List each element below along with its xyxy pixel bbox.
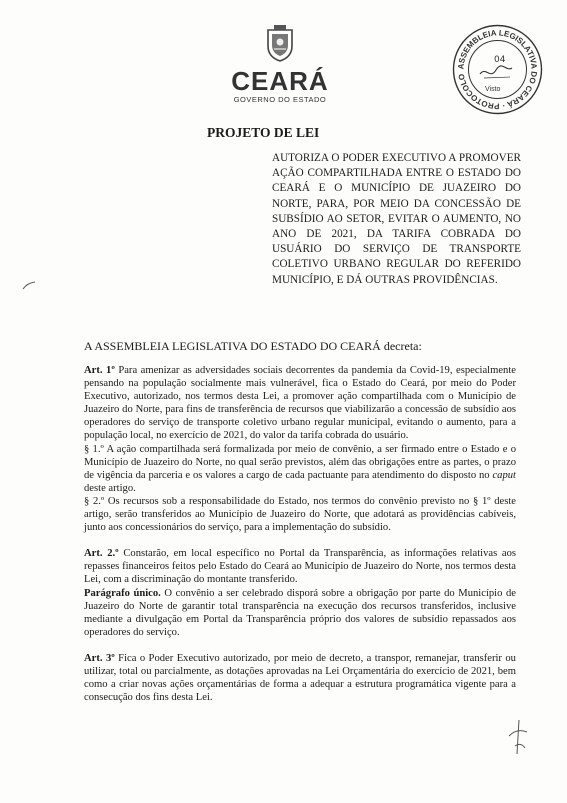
article-2-sole-paragraph	[84, 587, 516, 639]
document-title: PROJETO DE LEI	[207, 125, 320, 140]
article-2-text: Constarão, em local específico no Portal da Transparência, as informações relativas aos repasses financeiros feitos pelo Estado do Ceará ao Município de Juazeiro do Norte, nos termos desta Lei, com a discriminação do montante transferido.	[84, 548, 517, 586]
paragraph-1-text-a: A ação compartilhada será formalizada por meio de convênio, a ser firmado entre o Estado e o Município de Juazeiro do Norte, no qual serão previstos, além das obrigações entre as partes, o prazo de vigência da parceria e os valores a cargo de cada pactuante para atendimento do disposto no	[84, 443, 516, 481]
article-3-label: Art. 3º	[84, 652, 115, 664]
seal-icon	[450, 22, 545, 117]
paragraph-1-label: § 1.º	[84, 443, 104, 455]
stamp-visto: Visto	[485, 86, 501, 93]
enacting-prefix: A	[84, 339, 95, 353]
paragraph-2-text: Os recursos sob a responsabilidade do Estado, nos termos do convênio previsto no § 1º deste artigo, serão transferidos ao Município de Juazeiro do Norte, que adotará as providências cabíveis, junto aos concessionários do serviço, para a implementação do subsídio.	[84, 495, 516, 534]
enacting-body: ASSEMBLEIA LEGISLATIVA DO ESTADO DO CEARÁ	[94, 339, 381, 353]
sole-paragraph-text: O convênio a ser celebrado disporá sobre a obrigação por parte do Município de Juazeiro do Norte de garantir total transparência na execução dos recursos transferidos, inclusive mediante a divulgação em Portal da Transparência próprio dos valores de subsídio repassados aos operadores do serviço.	[84, 587, 516, 638]
article-2-label: Art. 2.º	[84, 548, 119, 560]
coat-of-arms-icon	[265, 24, 295, 62]
paragraph-1-text-b: deste artigo.	[84, 482, 136, 494]
stamp-number: 04	[494, 55, 506, 65]
article-3	[84, 652, 516, 704]
paragraph-1-italic: caput	[492, 469, 516, 481]
protocol-stamp	[450, 22, 545, 117]
ementa: AUTORIZA O PODER EXECUTIVO A PROMOVER AÇÃO COMPARTILHADA ENTRE O ESTADO DO CEARÁ E O MUNICÍPIO DE JUAZEIRO DO NORTE, PARA, POR MEIO DA CONCESSÃO DE SUBSÍDIO AO SETOR, EVITAR O AUMENTO, NO ANO DE 2021, DA TARIFA COBRADA DO USUÁRIO DO SERVIÇO DE TRANSPORTE COLETIVO URBANO REGULAR DO REFERIDO MUNICÍPIO, E DÁ OUTRAS PROVIDÊNCIAS.	[272, 152, 521, 286]
article-3-text: Fica o Poder Executivo autorizado, por meio de decreto, a transpor, remanejar, transferir ou utilizar, total ou parcialmente, as dotações aprovadas na Lei Orçamentária do exercício de 2021, bem como a criar novas ações orçamentárias de forma a adequar a estrutura programática vigente para a consecução dos fins desta Lei.	[84, 652, 516, 704]
article-1-paragraph-2	[84, 495, 516, 534]
article-1-text: Para amenizar as adversidades sociais decorrentes da pandemia da Covid-19, especialmente pensando na população socialmente mais vulnerável, fica o Estado do Ceará, por meio do Poder Executivo, autorizado, nos termos desta Lei, a promover ação compartilhada com o Município de Juazeiro do Norte, para fins de transferência de recursos que viabilizarão a concessão de subsídio aos operadores do serviço de transporte coletivo urbano regular municipal, evitando o aumento, para a população local, no exercício de 2021, do valor da tarifa cobrada do usuário.	[84, 365, 516, 442]
margin-mark	[22, 278, 36, 296]
government-label: GOVERNO DO ESTADO	[233, 95, 327, 104]
initials-mark	[505, 718, 531, 763]
enacting-suffix: decreta:	[380, 339, 422, 353]
article-1	[84, 364, 516, 443]
state-logo	[225, 24, 335, 104]
article-1-paragraph-1	[84, 443, 516, 495]
enacting-clause	[84, 339, 422, 354]
paragraph-2-label: § 2.º	[84, 495, 105, 507]
stamp-ring-text: ASSEMBLEIA LEGISLATIVA DO CEARÁ · PROTOCOLO	[456, 28, 539, 111]
law-body	[84, 364, 516, 704]
state-name: CEARÁ	[231, 66, 329, 96]
article-1-label: Art. 1º	[84, 365, 115, 376]
article-2	[84, 547, 516, 586]
sole-paragraph-label: Parágrafo único.	[84, 587, 161, 599]
